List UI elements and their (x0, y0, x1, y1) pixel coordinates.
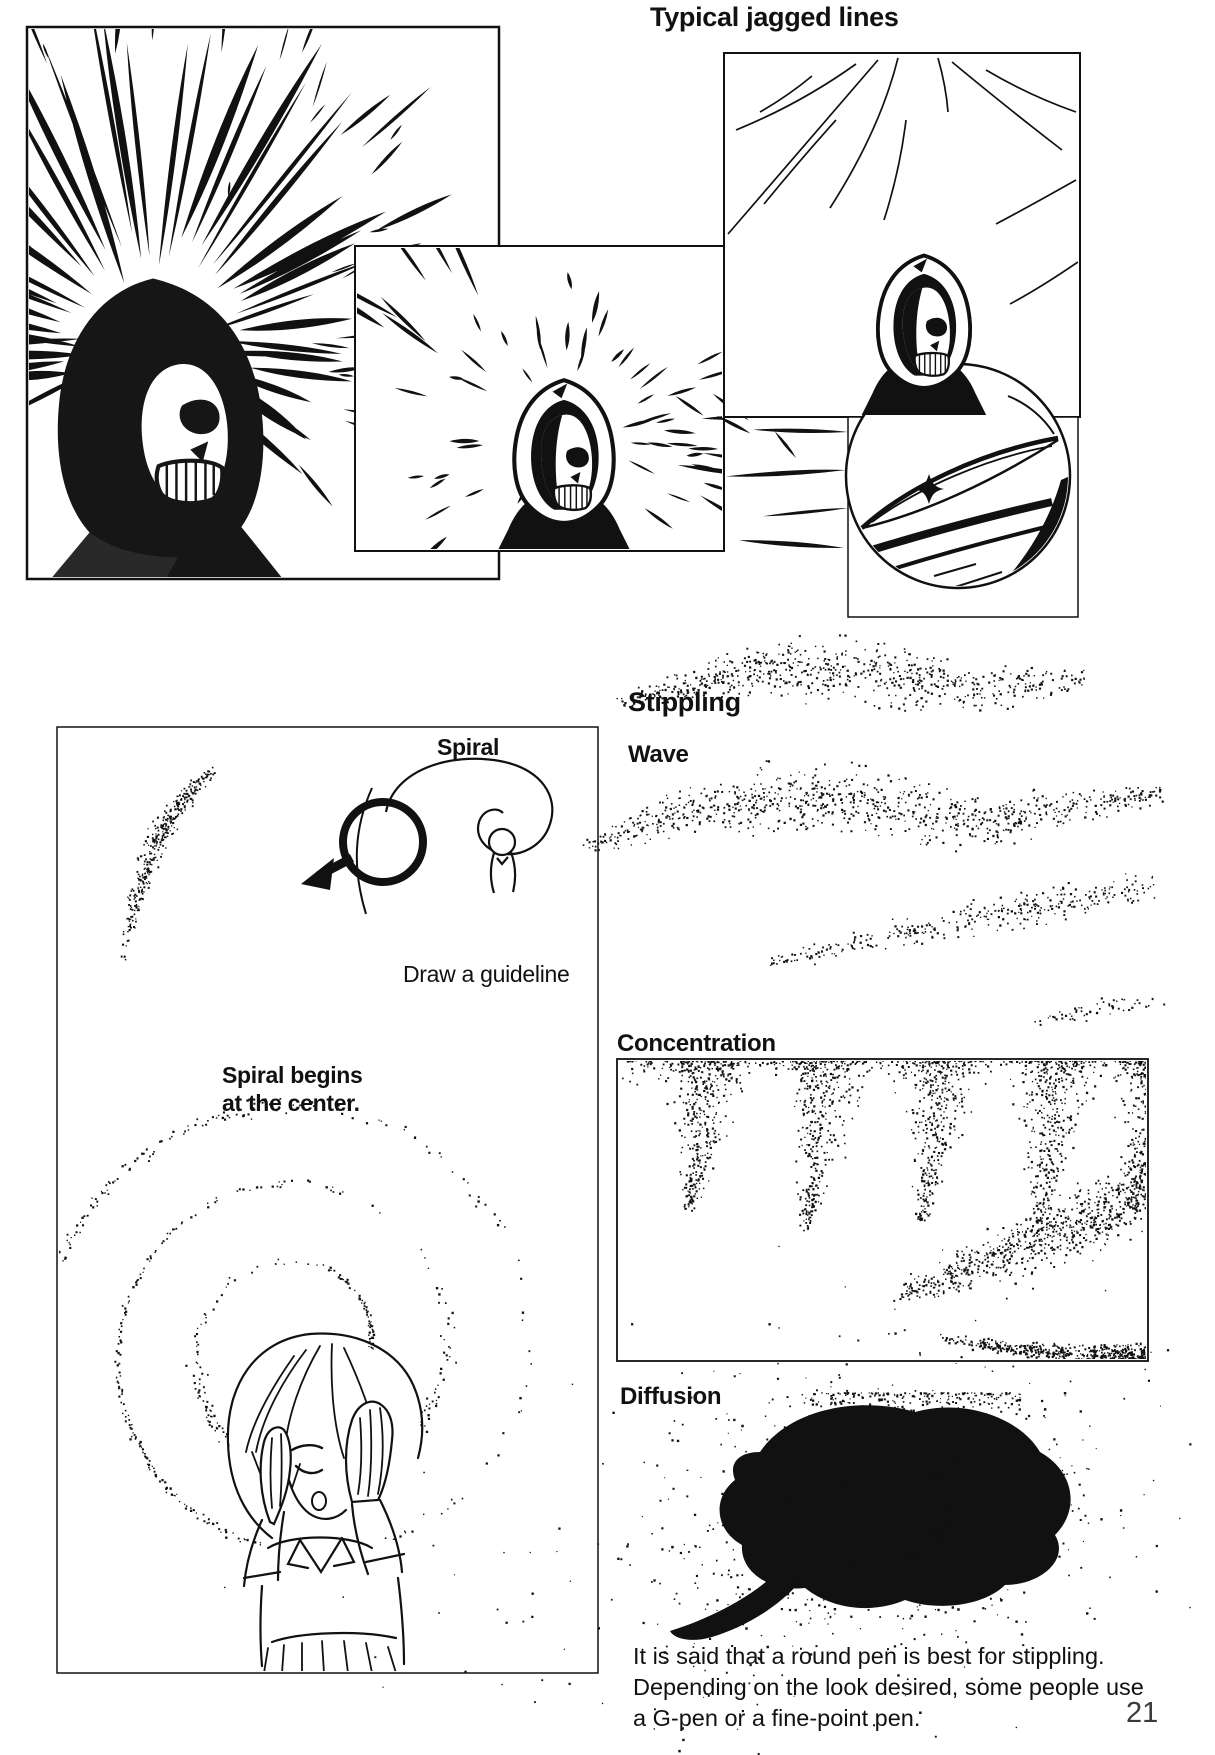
spiral-label: Spiral (437, 734, 500, 760)
wave-label: Wave (628, 741, 689, 768)
spiral-center-note-line2: at the center. (222, 1090, 360, 1116)
concentration-figure (617, 1059, 1199, 1375)
stippling-note (633, 1641, 1144, 1734)
stippling-note-line3: a G-pen or a fine-point pen. (633, 1705, 921, 1731)
spiral-center-note-line1: Spiral begins (222, 1062, 363, 1088)
stippling-heading: Stippling (628, 687, 741, 717)
spiral-center-note (222, 1061, 363, 1117)
stippling-note-line2: Depending on the look desired, some people use (633, 1674, 1144, 1700)
guideline-caption: Draw a guideline (403, 961, 570, 987)
stippling-note-line1: It is said that a round pen is best for stippling. (633, 1643, 1105, 1669)
jagged-lines-heading: Typical jagged lines (650, 2, 899, 32)
spiral-panel-figure (57, 727, 598, 1673)
concentration-label: Concentration (617, 1030, 776, 1057)
diffusion-label: Diffusion (620, 1383, 722, 1410)
page-number: 21 (1126, 1697, 1159, 1729)
